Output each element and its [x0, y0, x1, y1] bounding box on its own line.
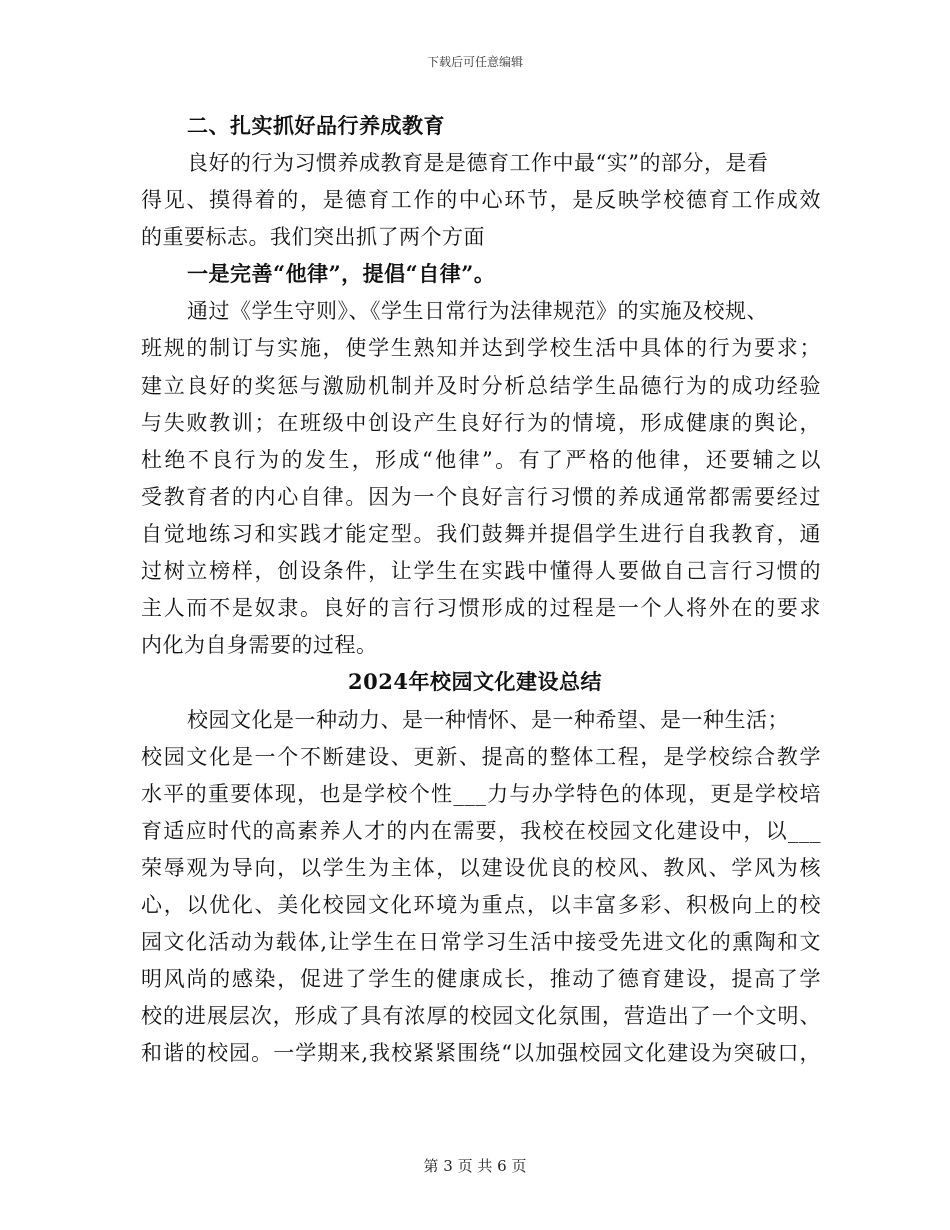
paragraph-line: 过树立榜样，创设条件，让学生在实践中懂得人要做自己言行习惯的: [141, 559, 821, 583]
page-header: 下载后可任意编辑: [426, 55, 523, 69]
paragraph-line: 园文化活动为载体,让学生在日常学习生活中接受先进文化的熏陶和文: [141, 930, 821, 954]
paragraph-line: 通过《学生守则》、《学生日常行为法律规范》的实施及校规、: [187, 299, 768, 323]
paragraph-line: 班规的制订与实施，使学生熟知并达到学校生活中具体的行为要求；: [141, 336, 821, 360]
paragraph-line: 的重要标志。我们突出抓了两个方面: [141, 225, 485, 249]
paragraph-line: 主人而不是奴隶。良好的言行习惯形成的过程是一个人将外在的要求: [141, 596, 821, 620]
paragraph-line: 校园文化是一种动力、是一种情怀、是一种希望、是一种生活；: [187, 708, 789, 732]
paragraph-line: 水平的重要体现，也是学校个性___力与办学特色的体现，更是学校培: [141, 782, 821, 806]
paragraph-line: 和谐的校园。一学期来,我校紧紧围绕“以加强校园文化建设为突破口，: [141, 1041, 821, 1065]
paragraph-line: 育适应时代的高素养人才的内在需要，我校在校园文化建设中，以___: [141, 819, 821, 843]
paragraph-line: 心，以优化、美化校园文化环境为重点，以丰富多彩、积极向上的校: [141, 893, 821, 917]
page-number: 第 3 页 共 6 页: [423, 1157, 527, 1175]
paragraph-line: 内化为自身需要的过程。: [141, 633, 378, 657]
paragraph-line: 良好的行为习惯养成教育是是德育工作中最“实”的部分，是看: [187, 151, 769, 175]
paragraph-line: 受教育者的内心自律。因为一个良好言行习惯的养成通常都需要经过: [141, 485, 821, 509]
paragraph-line: 校园文化是一个不断建设、更新、提高的整体工程，是学校综合教学: [141, 745, 821, 769]
paragraph-line: 建立良好的奖惩与激励机制并及时分析总结学生品德行为的成功经验: [141, 374, 821, 398]
paragraph-line: 杜绝不良行为的发生，形成“他律”。有了严格的他律，还要辅之以: [141, 448, 821, 472]
section-heading: 二、扎实抓好品行养成教育: [187, 113, 445, 138]
paragraph-line: 荣辱观为导向，以学生为主体，以建设优良的校风、教风、学风为核: [141, 856, 821, 880]
sub-heading: 一是完善“他律”，提倡“自律”。: [187, 261, 496, 286]
paragraph-line: 自觉地练习和实践才能定型。我们鼓舞并提倡学生进行自我教育，通: [141, 522, 821, 546]
paragraph-line: 与失败教训；在班级中创设产生良好行为的情境，形成健康的舆论，: [141, 411, 821, 435]
paragraph-line: 明风尚的感染，促进了学生的健康成长，推动了德育建设，提高了学: [141, 967, 821, 991]
document-title: 2024年校园文化建设总结: [348, 669, 602, 694]
paragraph-line: 校的进展层次，形成了具有浓厚的校园文化氛围，营造出了一个文明、: [141, 1004, 821, 1028]
paragraph-line: 得见、摸得着的，是德育工作的中心环节，是反映学校德育工作成效: [141, 188, 821, 212]
